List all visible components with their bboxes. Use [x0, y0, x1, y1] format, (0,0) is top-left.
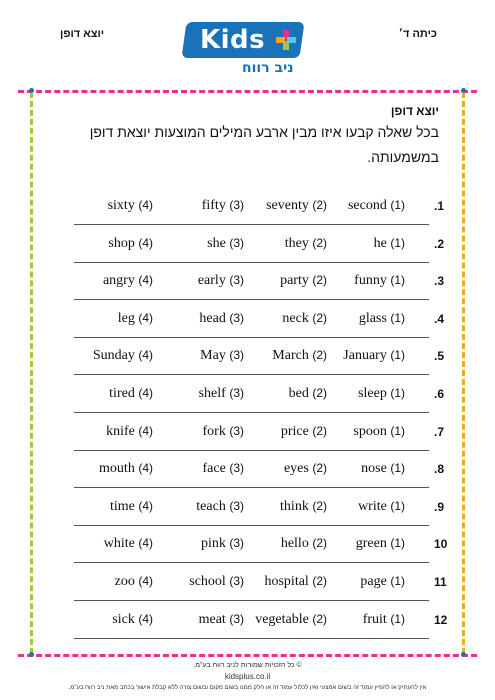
option-label: (1) — [390, 273, 405, 288]
option-label: (4) — [138, 611, 153, 626]
option-label: (4) — [138, 386, 153, 400]
question-number: .9 — [434, 499, 445, 514]
option-label: (1) — [390, 536, 405, 551]
option-3[interactable] — [202, 198, 244, 214]
option-1[interactable] — [356, 536, 405, 552]
option-4[interactable] — [112, 612, 153, 628]
option-word: mouth — [99, 461, 135, 477]
option-1[interactable] — [359, 311, 405, 327]
option-label: (4) — [138, 310, 153, 325]
option-3[interactable] — [199, 386, 244, 402]
option-1[interactable] — [358, 499, 405, 515]
question-number: .1 — [434, 199, 445, 213]
answer-line — [74, 638, 429, 639]
corner-dot — [461, 652, 466, 657]
option-word: March — [272, 348, 309, 364]
option-word: meat — [198, 611, 226, 627]
option-label: (1) — [390, 235, 405, 250]
option-label: (3) — [229, 461, 244, 476]
instructions: בכל שאלה קבעו איזו מבין ארבע המילים המוצעות יוצאת דופן במשמעותה. — [89, 124, 439, 165]
option-word: think — [280, 498, 309, 514]
frame-right-border — [462, 92, 465, 654]
option-label: (3) — [229, 198, 244, 212]
option-word: second — [347, 198, 387, 213]
option-label: (2) — [312, 386, 327, 400]
option-word: shelf — [198, 386, 226, 401]
question-row — [74, 608, 448, 634]
frame-top-border — [18, 90, 477, 93]
option-2[interactable] — [284, 461, 327, 477]
option-3[interactable] — [198, 273, 244, 289]
option-1[interactable] — [374, 236, 405, 252]
option-word: zoo — [114, 574, 135, 589]
option-1[interactable] — [354, 273, 405, 289]
option-4[interactable] — [93, 348, 153, 364]
option-3[interactable] — [189, 574, 244, 590]
answer-line — [74, 374, 429, 375]
answer-line — [74, 450, 429, 451]
option-label: (3) — [229, 423, 244, 438]
option-label: (3) — [229, 273, 244, 288]
option-label: (1) — [390, 574, 405, 588]
option-3[interactable] — [203, 424, 245, 440]
plus-icon — [274, 28, 298, 52]
option-2[interactable] — [281, 424, 327, 440]
option-label: (4) — [138, 574, 153, 588]
option-4[interactable] — [106, 424, 153, 440]
option-2[interactable] — [289, 386, 327, 402]
question-number: 12 — [434, 612, 448, 627]
option-word: head — [199, 310, 226, 326]
question-number: .7 — [434, 424, 445, 439]
question-row — [74, 307, 445, 333]
question-row — [74, 495, 445, 521]
answer-line — [74, 562, 429, 563]
question-number: .6 — [434, 387, 445, 401]
option-label: (3) — [229, 498, 244, 513]
question-number: .2 — [434, 236, 445, 251]
frame-left-border — [30, 92, 33, 654]
option-word: pink — [200, 536, 226, 552]
option-3[interactable] — [199, 612, 244, 628]
option-2[interactable] — [282, 311, 327, 327]
option-2[interactable] — [281, 536, 327, 552]
corner-dot — [29, 652, 34, 657]
option-label: (3) — [229, 536, 244, 551]
option-label: (1) — [390, 310, 405, 325]
option-label: (2) — [312, 461, 327, 476]
option-label: (4) — [138, 423, 153, 438]
option-3[interactable] — [207, 236, 244, 252]
option-word: white — [103, 536, 135, 552]
option-4[interactable] — [118, 311, 153, 327]
option-word: angry — [102, 273, 135, 289]
option-2[interactable] — [255, 612, 327, 628]
option-3[interactable] — [199, 311, 244, 327]
question-row — [74, 420, 445, 446]
option-label: (2) — [312, 498, 327, 513]
logo-text: Kids — [200, 25, 266, 55]
option-1[interactable] — [361, 461, 405, 477]
option-word: hospital — [264, 574, 309, 589]
option-label: (4) — [138, 273, 153, 288]
answer-line — [74, 337, 429, 338]
option-4[interactable] — [104, 536, 153, 552]
option-4[interactable] — [109, 386, 153, 402]
option-1[interactable] — [363, 612, 405, 628]
option-4[interactable] — [108, 236, 153, 252]
option-word: fifty — [201, 198, 226, 213]
option-word: neck — [282, 310, 309, 326]
option-label: (1) — [390, 348, 405, 363]
option-word: time — [109, 498, 135, 514]
option-1[interactable] — [343, 348, 405, 364]
option-2[interactable] — [264, 574, 327, 590]
answer-line — [74, 525, 429, 526]
option-label: (3) — [229, 574, 244, 588]
answer-line — [74, 487, 429, 488]
option-word: eyes — [283, 461, 309, 477]
option-word: knife — [106, 423, 135, 439]
option-4[interactable] — [108, 198, 153, 214]
question-number: .4 — [434, 311, 445, 326]
option-label: (2) — [312, 574, 327, 588]
header-topic: יוצא דופן — [60, 28, 105, 40]
question-number: .3 — [434, 274, 445, 289]
option-word: teach — [196, 498, 226, 514]
option-label: (1) — [390, 461, 405, 476]
option-label: (2) — [312, 198, 327, 212]
kids-logo — [184, 22, 310, 82]
option-3[interactable] — [201, 536, 244, 552]
question-row — [74, 232, 445, 258]
option-word: leg — [117, 310, 135, 326]
option-label: (3) — [229, 611, 244, 626]
option-label: (4) — [138, 348, 153, 363]
corner-dot — [29, 88, 34, 93]
option-word: sick — [112, 611, 135, 627]
option-word: she — [207, 235, 226, 251]
footer-legal: אין להעתיק או להפיץ עמוד זה בשום אמצעי ואין לכלול עמוד זה או חלק ממנו בשום מקום ובשום צורה ללא קבלת אישור בכתב מאת ניב רווח בע"מ. — [68, 685, 427, 691]
option-2[interactable] — [266, 198, 327, 214]
option-label: (2) — [312, 273, 327, 288]
option-4[interactable] — [110, 499, 153, 515]
option-word: seventy — [266, 198, 309, 213]
option-4[interactable] — [103, 273, 153, 289]
footer-site: kidsplus.co.il — [224, 672, 271, 681]
question-number: .5 — [434, 349, 445, 364]
option-label: (3) — [229, 386, 244, 400]
answer-line — [74, 412, 429, 413]
option-2[interactable] — [280, 499, 327, 515]
option-1[interactable] — [358, 386, 405, 402]
option-label: (4) — [138, 498, 153, 513]
option-word: they — [284, 235, 309, 251]
option-label: (3) — [229, 235, 244, 250]
question-number: 10 — [434, 537, 448, 552]
option-word: fruit — [362, 611, 387, 627]
option-label: (2) — [312, 611, 327, 626]
option-word: Sunday — [92, 348, 135, 364]
option-word: page — [360, 574, 387, 589]
option-1[interactable] — [353, 424, 405, 440]
logo-subtitle: ניב רווח — [242, 60, 294, 76]
option-2[interactable] — [272, 348, 327, 364]
option-word: write — [358, 498, 387, 514]
option-3[interactable] — [196, 499, 244, 515]
question-row — [74, 532, 448, 558]
option-word: May — [200, 348, 226, 364]
question-row — [74, 382, 445, 408]
option-word: spoon — [353, 423, 387, 439]
option-4[interactable] — [99, 461, 153, 477]
answer-line — [74, 600, 429, 601]
option-label: (2) — [312, 423, 327, 438]
option-label: (4) — [138, 198, 153, 212]
option-label: (1) — [390, 198, 405, 212]
question-number: .8 — [434, 462, 445, 477]
question-row — [74, 457, 445, 483]
option-label: (1) — [390, 423, 405, 438]
header-grade: כיתה ד׳ — [398, 28, 437, 40]
option-label: (1) — [390, 498, 405, 513]
option-word: price — [280, 423, 309, 439]
question-row — [74, 344, 445, 370]
option-word: face — [202, 461, 226, 477]
question-number: 11 — [434, 575, 447, 589]
option-label: (4) — [138, 536, 153, 551]
option-word: hello — [280, 536, 309, 552]
option-word: sixty — [107, 198, 135, 213]
option-label: (2) — [312, 235, 327, 250]
answer-line — [74, 224, 429, 225]
option-word: party — [280, 273, 309, 289]
answer-line — [74, 262, 429, 263]
option-word: green — [355, 536, 387, 552]
option-label: (3) — [229, 348, 244, 363]
option-3[interactable] — [203, 461, 244, 477]
question-row — [74, 269, 445, 295]
option-label: (1) — [390, 611, 405, 626]
option-word: vegetable — [255, 611, 309, 627]
option-2[interactable] — [285, 236, 327, 252]
option-4[interactable] — [115, 574, 153, 590]
option-word: nose — [361, 461, 387, 477]
option-word: shop — [108, 235, 135, 251]
option-label: (4) — [138, 235, 153, 250]
option-1[interactable] — [348, 198, 405, 214]
option-3[interactable] — [200, 348, 244, 364]
frame-bottom-border — [18, 654, 477, 657]
option-word: glass — [358, 310, 387, 326]
option-label: (2) — [312, 348, 327, 363]
option-word: funny — [354, 273, 387, 289]
option-word: January — [343, 348, 387, 364]
option-label: (2) — [312, 310, 327, 325]
exercise-title: יוצא דופן — [390, 104, 439, 118]
answer-line — [74, 299, 429, 300]
option-word: school — [189, 574, 226, 589]
option-word: sleep — [358, 386, 387, 401]
option-1[interactable] — [360, 574, 405, 590]
option-word: bed — [288, 386, 309, 401]
option-word: early — [197, 273, 226, 289]
option-label: (4) — [138, 461, 153, 476]
option-label: (1) — [390, 386, 405, 400]
option-word: tired — [109, 386, 135, 401]
corner-dot — [461, 88, 466, 93]
footer-copyright: © כל הזכויות שמורות לניב רווח בע"מ. — [193, 662, 302, 669]
option-word: he — [373, 235, 387, 251]
option-word: fork — [202, 423, 226, 439]
option-label: (2) — [312, 536, 327, 551]
question-row — [74, 194, 445, 220]
option-label: (3) — [229, 310, 244, 325]
question-row — [74, 570, 447, 596]
option-2[interactable] — [280, 273, 327, 289]
